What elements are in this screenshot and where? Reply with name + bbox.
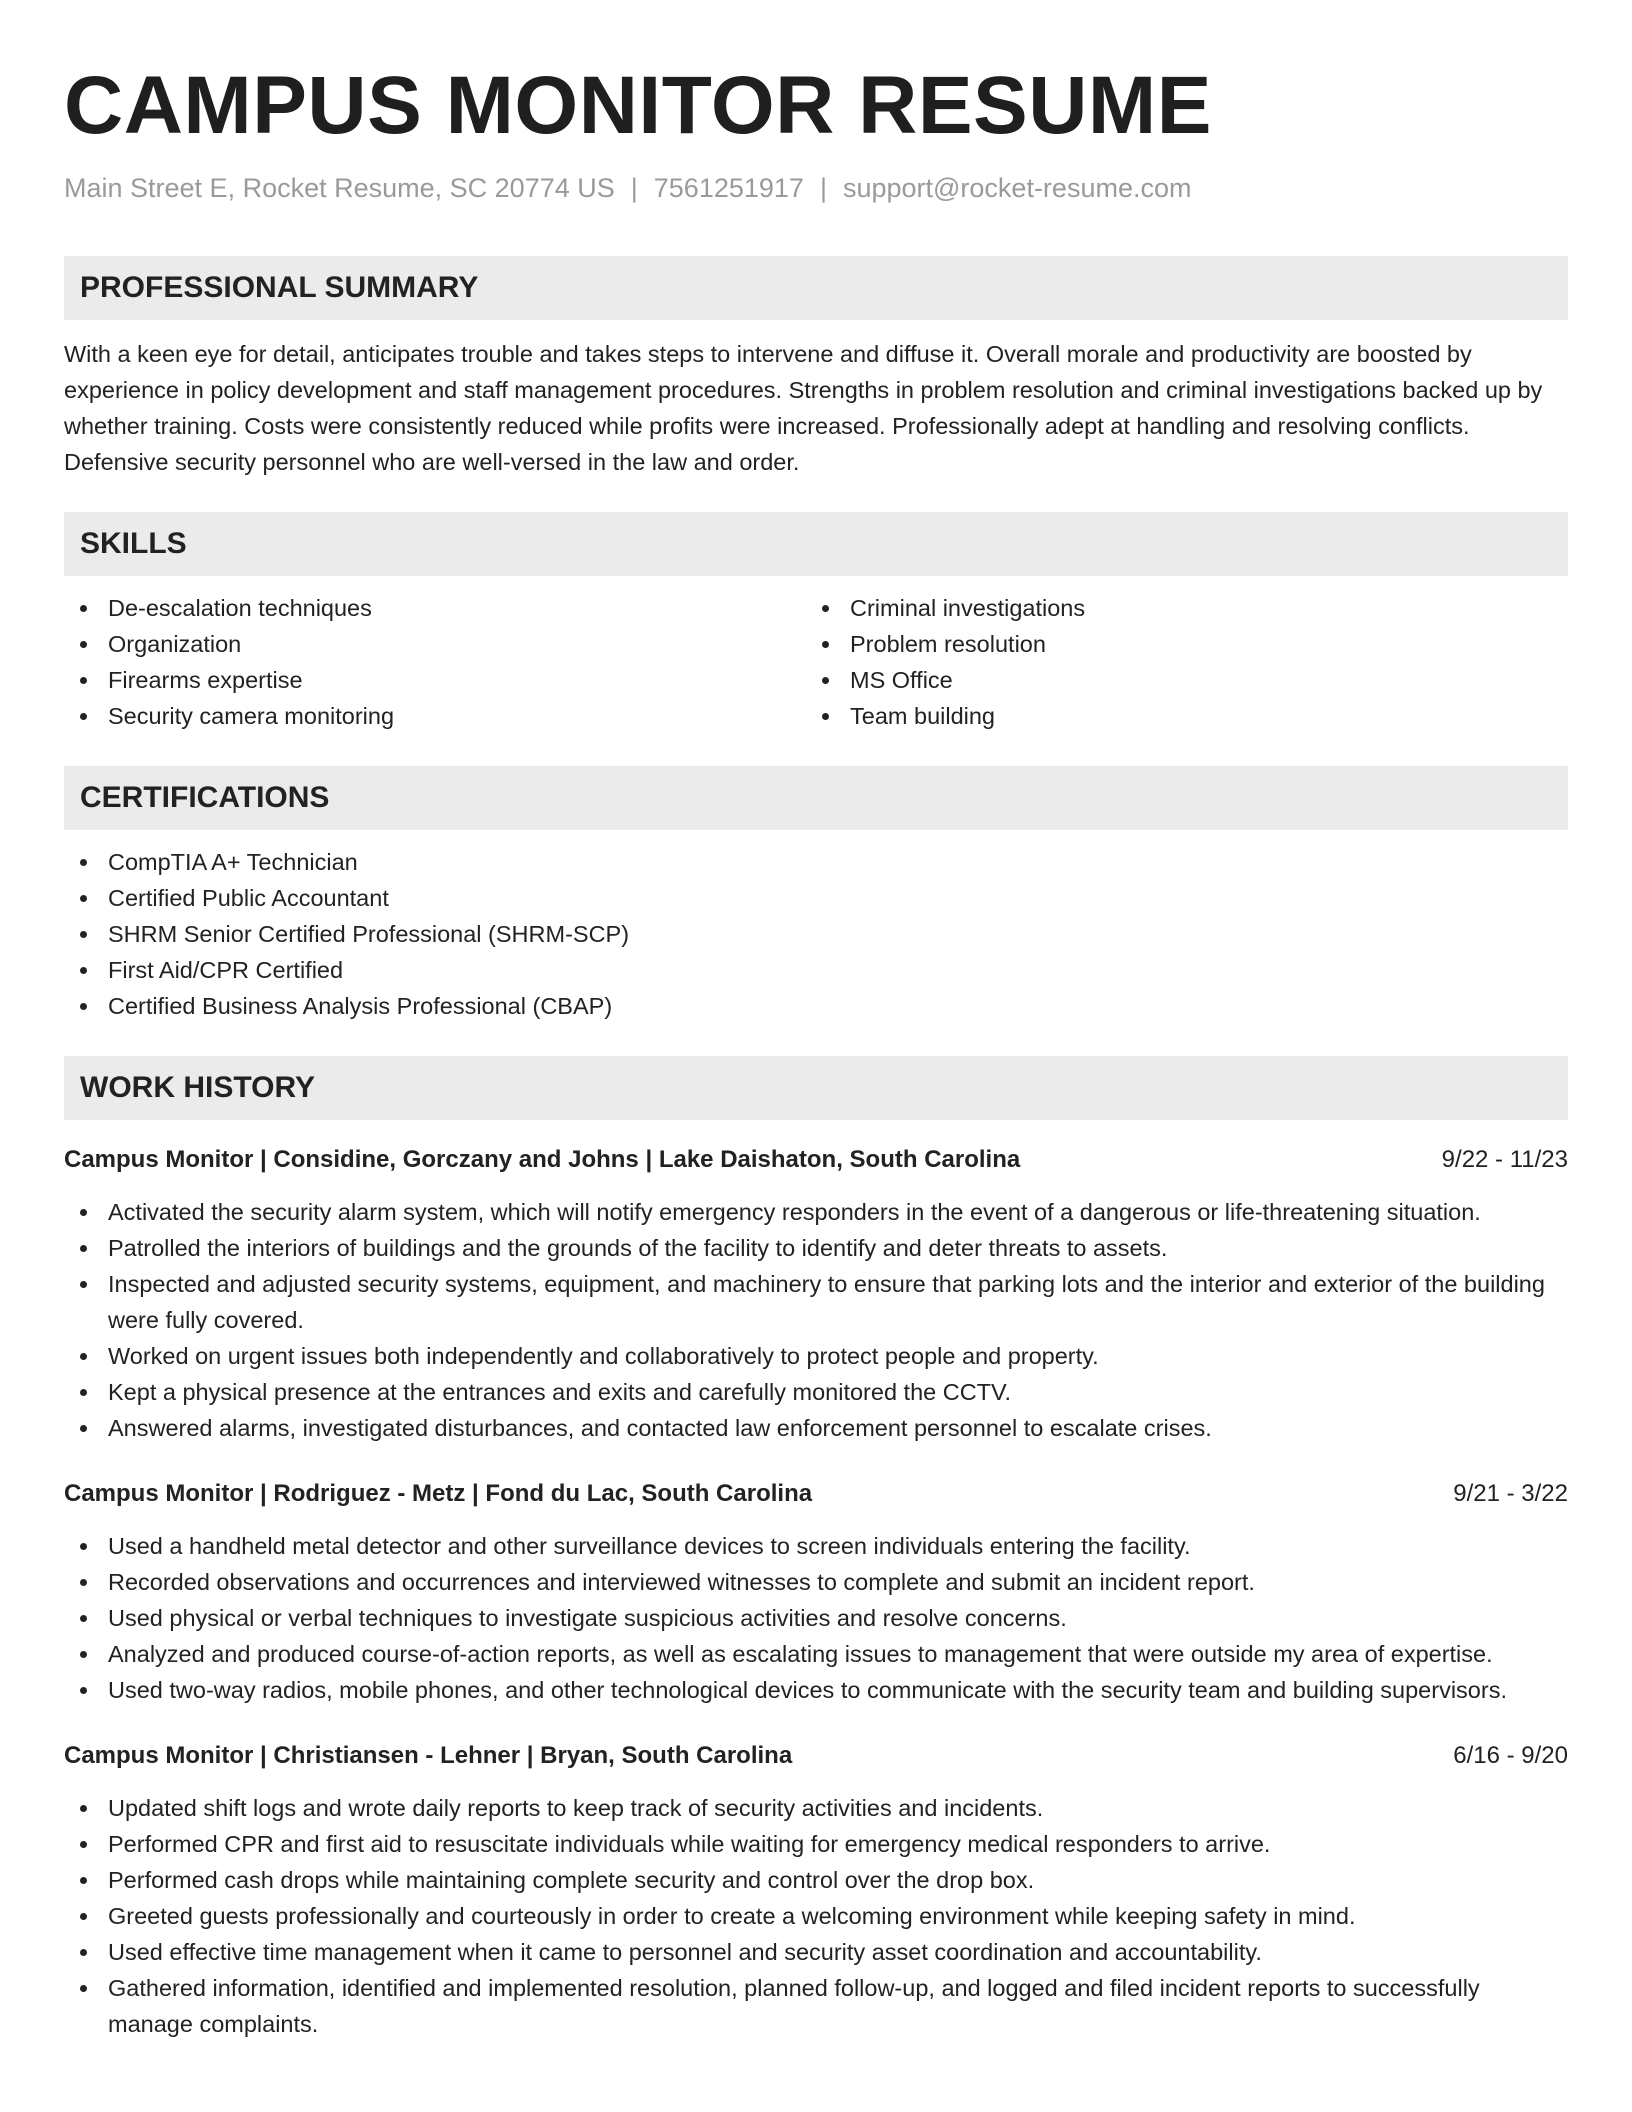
job-bullet: Kept a physical presence at the entrances and exits and carefully monitored the CCTV. (64, 1374, 1568, 1410)
skills-heading: SKILLS (64, 512, 1568, 576)
job-header (64, 1738, 1568, 1774)
certifications-list (64, 844, 1568, 1024)
resume-title: CAMPUS MONITOR RESUME (64, 60, 1212, 151)
contact-separator: | (630, 173, 638, 203)
summary-heading: PROFESSIONAL SUMMARY (64, 256, 1568, 320)
certifications-heading: CERTIFICATIONS (64, 766, 1568, 830)
skill-item: Organization (64, 626, 806, 662)
job-bullet: Worked on urgent issues both independently and collaboratively to protect people and property. (64, 1338, 1568, 1374)
job-bullet: Inspected and adjusted security systems, equipment, and machinery to ensure that parking lots and the interior and exterior of the building were fully covered. (64, 1266, 1568, 1338)
job-bullet: Used two-way radios, mobile phones, and other technological devices to communicate with the security team and building supervisors. (64, 1672, 1568, 1708)
certification-item: Certified Public Accountant (64, 880, 1568, 916)
skill-item: Firearms expertise (64, 662, 806, 698)
job-header (64, 1476, 1568, 1512)
job-dates: 6/16 - 9/20 (1453, 1742, 1568, 1769)
job-bullet-list (64, 1194, 1568, 1446)
job-bullet: Used physical or verbal techniques to investigate suspicious activities and resolve concerns. (64, 1600, 1568, 1636)
job-bullet: Used a handheld metal detector and other surveillance devices to screen individuals entering the facility. (64, 1528, 1568, 1564)
contact-line (64, 170, 1568, 206)
job-entry (64, 1738, 1568, 2042)
job-bullet-list (64, 1790, 1568, 2042)
job-bullet: Used effective time management when it came to personnel and security asset coordination and accountability. (64, 1934, 1568, 1970)
skill-item: Criminal investigations (806, 590, 1548, 626)
job-bullet: Performed CPR and first aid to resuscitate individuals while waiting for emergency medical responders to arrive. (64, 1826, 1568, 1862)
job-dates: 9/21 - 3/22 (1453, 1480, 1568, 1507)
certification-item: SHRM Senior Certified Professional (SHRM-SCP) (64, 916, 1568, 952)
skill-item: Problem resolution (806, 626, 1548, 662)
certification-item: Certified Business Analysis Professional (CBAP) (64, 988, 1568, 1024)
skill-item: Team building (806, 698, 1548, 734)
skill-item: Security camera monitoring (64, 698, 806, 734)
job-title: Campus Monitor | Rodriguez - Metz | Fond du Lac, South Carolina (64, 1480, 813, 1507)
resume-page (64, 0, 1568, 2042)
job-bullet: Performed cash drops while maintaining complete security and control over the drop box. (64, 1862, 1568, 1898)
job-bullet: Patrolled the interiors of buildings and the grounds of the facility to identify and deter threats to assets. (64, 1230, 1568, 1266)
job-entry (64, 1476, 1568, 1708)
job-title: Campus Monitor | Considine, Gorczany and Johns | Lake Daishaton, South Carolina (64, 1146, 1021, 1173)
contact-email: support@rocket-resume.com (842, 173, 1192, 203)
job-bullet: Greeted guests professionally and courteously in order to create a welcoming environment while keeping safety in mind. (64, 1898, 1568, 1934)
job-bullet: Analyzed and produced course-of-action reports, as well as escalating issues to management that were outside my area of expertise. (64, 1636, 1568, 1672)
job-header (64, 1142, 1568, 1178)
skills-list-left (64, 590, 806, 734)
contact-phone: 7561251917 (653, 173, 804, 203)
job-bullet: Updated shift logs and wrote daily reports to keep track of security activities and incidents. (64, 1790, 1568, 1826)
skills-list-right (806, 590, 1548, 734)
certification-item: First Aid/CPR Certified (64, 952, 1568, 988)
summary-text: With a keen eye for detail, anticipates trouble and takes steps to intervene and diffuse it. Overall morale and productivity are boosted by experience in policy development and staff management procedures. Strengths in problem resolution and criminal investigations backed up by whether training. Costs were consistently reduced while profits were increased. Professionally adept at handling and resolving conflicts. Defensive security personnel who are well-versed in the law and order. (64, 341, 1543, 475)
work-history-heading: WORK HISTORY (64, 1056, 1568, 1120)
job-bullet: Gathered information, identified and implemented resolution, planned follow-up, and logged and filed incident reports to successfully manage complaints. (64, 1970, 1568, 2042)
job-bullet-list (64, 1528, 1568, 1708)
job-bullet: Answered alarms, investigated disturbances, and contacted law enforcement personnel to escalate crises. (64, 1410, 1568, 1446)
contact-address: Main Street E, Rocket Resume, SC 20774 US (64, 173, 615, 203)
certification-item: CompTIA A+ Technician (64, 844, 1568, 880)
contact-separator: | (819, 173, 827, 203)
job-bullet: Activated the security alarm system, which will notify emergency responders in the event of a dangerous or life-threatening situation. (64, 1194, 1568, 1230)
job-title: Campus Monitor | Christiansen - Lehner | Bryan, South Carolina (64, 1742, 793, 1769)
work-history-list (64, 1142, 1568, 2042)
job-dates: 9/22 - 11/23 (1441, 1146, 1568, 1173)
skills-grid (64, 590, 1568, 734)
skill-item: De-escalation techniques (64, 590, 806, 626)
job-entry (64, 1142, 1568, 1446)
job-bullet: Recorded observations and occurrences and interviewed witnesses to complete and submit an incident report. (64, 1564, 1568, 1600)
skill-item: MS Office (806, 662, 1548, 698)
